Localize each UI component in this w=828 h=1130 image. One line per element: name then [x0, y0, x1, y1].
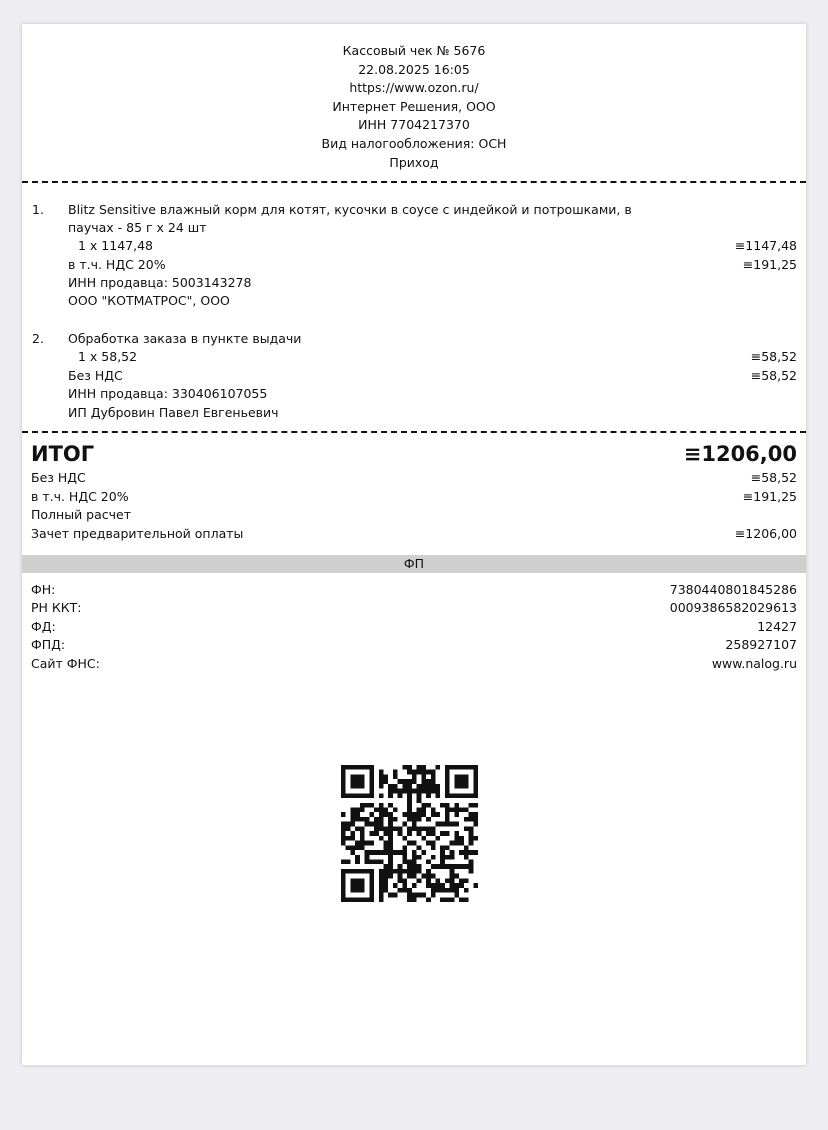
- total-label: ИТОГ: [31, 442, 95, 466]
- fn-label: ФН:: [31, 582, 56, 597]
- receipt-header: [22, 42, 806, 172]
- company-name: Интернет Решения, ООО: [332, 98, 496, 114]
- item-1-seller-inn: ИНН продавца: 5003143278: [68, 275, 252, 290]
- rn-kkt-label: РН ККТ:: [31, 600, 82, 615]
- item-1-name-line2: паучах - 85 г х 24 шт: [68, 220, 207, 235]
- fns-site-label: Сайт ФНС:: [31, 656, 100, 671]
- item-2-vat-amount: ≡58,52: [750, 368, 797, 383]
- receipt-number: Кассовый чек № 5676: [342, 43, 486, 58]
- item-1-seller-name: ООО "КОТМАТРОС", ООО: [68, 293, 230, 308]
- total-vat-value: ≡191,25: [742, 489, 797, 504]
- fpd-value: 258927107: [725, 637, 797, 652]
- receipt-paper: [22, 24, 806, 1065]
- total-no-vat-label: Без НДС: [31, 470, 86, 485]
- item-2-name-line1: Обработка заказа в пункте выдачи: [68, 331, 302, 346]
- tax-system: Вид налогообложения: ОСН: [321, 135, 507, 151]
- total-no-vat-value: ≡58,52: [750, 470, 797, 485]
- item-2-amount: ≡58,52: [750, 349, 797, 364]
- qr-code-icon: [341, 765, 478, 902]
- item-2-vat-label: Без НДС: [68, 368, 123, 383]
- prepay-label: Зачет предварительной оплаты: [31, 526, 244, 541]
- payment-type: Полный расчет: [31, 507, 131, 522]
- item-1-vat-label: в т.ч. НДС 20%: [68, 257, 166, 272]
- fd-value: 12427: [757, 619, 797, 634]
- item-1-qty-price: 1 x 1147,48: [78, 238, 153, 253]
- item-2-qty-price: 1 x 58,52: [78, 349, 138, 364]
- company-inn: ИНН 7704217370: [358, 117, 470, 133]
- total-vat-label: в т.ч. НДС 20%: [31, 489, 129, 504]
- item-2-number: 2.: [32, 331, 44, 346]
- item-1-number: 1.: [32, 202, 44, 217]
- fns-site-value: www.nalog.ru: [711, 656, 797, 671]
- item-1-amount: ≡1147,48: [734, 238, 797, 253]
- item-1-vat-amount: ≡191,25: [742, 257, 797, 272]
- fp-section-bar: ФП: [22, 555, 806, 573]
- item-2-seller-inn: ИНН продавца: 330406107055: [68, 386, 268, 401]
- fpd-label: ФПД:: [31, 637, 66, 652]
- rn-kkt-value: 0009386582029613: [669, 600, 797, 615]
- item-2-seller-name: ИП Дубровин Павел Евгеньевич: [68, 405, 279, 420]
- divider-dashed: [22, 181, 806, 183]
- receipt-datetime: 22.08.2025 16:05: [358, 61, 470, 77]
- fd-label: ФД:: [31, 619, 56, 634]
- operation-type: Приход: [389, 154, 439, 170]
- fn-value: 7380440801845286: [669, 582, 797, 597]
- divider-dashed: [22, 431, 806, 433]
- prepay-value: ≡1206,00: [734, 526, 797, 541]
- item-1-name-line1: Blitz Sensitive влажный корм для котят, кусочки в соусе с индейкой и потрошками, в: [68, 202, 632, 217]
- seller-url: https://www.ozon.ru/: [349, 80, 479, 96]
- total-value: ≡1206,00: [683, 442, 797, 466]
